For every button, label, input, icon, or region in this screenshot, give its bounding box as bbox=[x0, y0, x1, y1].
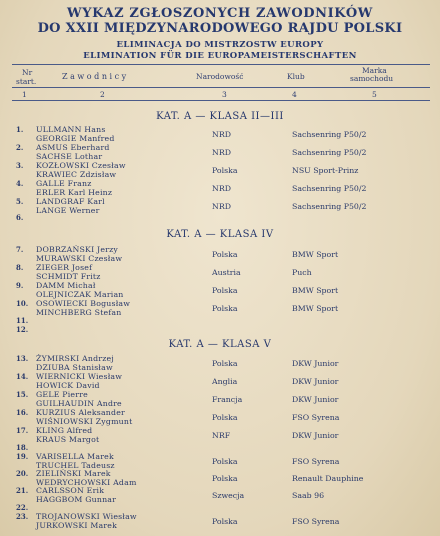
codriver-name: KRAUS Margot bbox=[36, 435, 100, 444]
nationality: Polska bbox=[212, 413, 238, 422]
car-make: FSO Syrena bbox=[292, 457, 340, 466]
driver-name: DAMM Michał bbox=[36, 281, 96, 290]
start-number: 10. bbox=[16, 299, 29, 308]
table-row bbox=[0, 179, 440, 197]
table-row bbox=[0, 469, 440, 487]
table-row bbox=[0, 486, 440, 504]
nationality: Francja bbox=[212, 395, 243, 404]
nationality: NRD bbox=[212, 130, 231, 139]
codriver-name: GEORGIE Manfred bbox=[36, 134, 115, 143]
start-number: 7. bbox=[16, 245, 24, 254]
driver-name: LANDGRAF Karl bbox=[36, 197, 105, 206]
start-number: 18. bbox=[16, 443, 29, 452]
car-make: Sachsenring P50/2 bbox=[292, 148, 367, 157]
nationality: Polska bbox=[212, 457, 238, 466]
codriver-name: GUILHAUDIN Andre bbox=[36, 399, 122, 408]
codriver-name: OLEJNICZAK Marian bbox=[36, 290, 124, 299]
nationality: Polska bbox=[212, 286, 238, 295]
car-make: Sachsenring P50/2 bbox=[292, 202, 367, 211]
car-make: DKW Junior bbox=[292, 377, 339, 386]
driver-name: DOBRZAŃSKI Jerzy bbox=[36, 245, 119, 254]
driver-name: CARLSSON Erik bbox=[36, 486, 105, 495]
codriver-name: JURKOWSKI Marek bbox=[36, 521, 118, 530]
car-make: Puch bbox=[292, 268, 312, 277]
codriver-name: TRUCHEL Tadeusz bbox=[36, 461, 115, 470]
nationality: Polska bbox=[212, 304, 238, 313]
driver-name: WIERNICKI Wiesław bbox=[36, 372, 123, 381]
codriver-name: MINCHBERG Stefan bbox=[36, 308, 122, 317]
table-row bbox=[0, 143, 440, 161]
column-header-nr: Nr bbox=[22, 68, 33, 77]
car-make: Sachsenring P50/2 bbox=[292, 184, 367, 193]
document-title-line2: DO XXII MIĘDZYNARODOWEGO RAJDU POLSKI bbox=[37, 21, 403, 36]
nationality: Polska bbox=[212, 166, 238, 175]
codriver-name: SCHMIDT Fritz bbox=[36, 272, 101, 281]
car-make: Saab 96 bbox=[292, 491, 325, 500]
driver-name: ŻYMIRSKI Andrzej bbox=[36, 354, 114, 363]
car-make: BMW Sport bbox=[292, 304, 339, 313]
car-make: DKW Junior bbox=[292, 359, 339, 368]
column-number-3: 3 bbox=[222, 90, 227, 99]
start-number: 11. bbox=[16, 316, 29, 325]
codriver-name: WEDRYCHOWSKI Adam bbox=[36, 478, 137, 487]
start-number: 22. bbox=[16, 503, 29, 512]
start-number: 23. bbox=[16, 512, 29, 521]
column-header-zawodnicy: Z a w o d n i c y bbox=[62, 72, 127, 81]
table-row bbox=[0, 408, 440, 426]
codriver-name: HOWICK David bbox=[36, 381, 100, 390]
start-number: 3. bbox=[16, 161, 24, 170]
codriver-name: HAGGBOM Gunnar bbox=[36, 495, 117, 504]
column-header-marka: Marka bbox=[362, 66, 387, 75]
nationality: Austria bbox=[212, 268, 241, 277]
nationality: Polska bbox=[212, 250, 238, 259]
start-number: 9. bbox=[16, 281, 24, 290]
header-mid-rule bbox=[12, 87, 430, 88]
section-title-klasa-4: KAT. A — KLASA IV bbox=[166, 229, 274, 240]
header-bottom-rule bbox=[12, 100, 430, 101]
table-row bbox=[0, 263, 440, 281]
document-subtitle-line1: ELIMINACJA DO MISTRZOSTW EUROPY bbox=[116, 40, 324, 50]
driver-name: OSOWIECKI Bogusław bbox=[36, 299, 131, 308]
header-top-rule bbox=[12, 64, 430, 65]
car-make: Renault Dauphine bbox=[292, 474, 364, 483]
driver-name: ZIEGER Josef bbox=[36, 263, 93, 272]
nationality: Polska bbox=[212, 517, 238, 526]
nationality: NRF bbox=[212, 431, 231, 440]
table-row bbox=[0, 372, 440, 390]
car-make: DKW Junior bbox=[292, 431, 339, 440]
table-row bbox=[0, 512, 440, 530]
start-number: 12. bbox=[16, 325, 29, 334]
nationality: Polska bbox=[212, 474, 238, 483]
table-row bbox=[0, 299, 440, 317]
driver-name: GALLE Franz bbox=[36, 179, 92, 188]
driver-name: KURZIUS Aleksander bbox=[36, 408, 125, 417]
section-title-klasa-5: KAT. A — KLASA V bbox=[168, 339, 272, 350]
column-number-5: 5 bbox=[372, 90, 377, 99]
table-row bbox=[0, 125, 440, 143]
start-number: 6. bbox=[16, 213, 24, 222]
start-number: 14. bbox=[16, 372, 29, 381]
start-number: 8. bbox=[16, 263, 24, 272]
nationality: NRD bbox=[212, 148, 231, 157]
table-row bbox=[0, 354, 440, 372]
nationality: NRD bbox=[212, 184, 231, 193]
nationality: Szwecja bbox=[212, 491, 245, 500]
column-header-start: start. bbox=[16, 77, 37, 86]
driver-name: ZIELIŃSKI Marek bbox=[36, 469, 111, 478]
start-number: 15. bbox=[16, 390, 29, 399]
codriver-name: MURAWSKI Czesław bbox=[36, 254, 123, 263]
column-number-1: 1 bbox=[22, 90, 27, 99]
start-number: 17. bbox=[16, 426, 29, 435]
codriver-name: ERLER Karl Heinz bbox=[36, 188, 113, 197]
column-header-klub: Klub bbox=[287, 72, 305, 81]
driver-name: GELE Pierre bbox=[36, 390, 88, 399]
start-number: 5. bbox=[16, 197, 24, 206]
car-make: BMW Sport bbox=[292, 286, 339, 295]
driver-name: VARISELLA Marek bbox=[36, 452, 114, 461]
car-make: FSO Syrena bbox=[292, 517, 340, 526]
section-title-klasa-2-3: KAT. A — KLASA II—III bbox=[156, 111, 284, 122]
driver-name: ASMUS Eberhard bbox=[36, 143, 110, 152]
start-number: 4. bbox=[16, 179, 24, 188]
driver-name: ULLMANN Hans bbox=[36, 125, 106, 134]
driver-name: KOZŁOWSKI Czesław bbox=[36, 161, 126, 170]
codriver-name: DZIUBA Stanisław bbox=[36, 363, 113, 372]
car-make: Sachsenring P50/2 bbox=[292, 130, 367, 139]
driver-name: TROJANOWSKI Wiesław bbox=[36, 512, 137, 521]
start-number: 20. bbox=[16, 469, 29, 478]
nationality: Polska bbox=[212, 359, 238, 368]
document-title-line1: WYKAZ ZGŁOSZONYCH ZAWODNIKÓW bbox=[67, 6, 373, 21]
nationality: NRD bbox=[212, 202, 231, 211]
column-number-2: 2 bbox=[100, 90, 105, 99]
driver-name: KLING Alfred bbox=[36, 426, 93, 435]
car-make: FSO Syrena bbox=[292, 413, 340, 422]
codriver-name: SACHSE Lothar bbox=[36, 152, 103, 161]
codriver-name: KRAWIEC Zdzisław bbox=[36, 170, 117, 179]
table-row bbox=[0, 245, 440, 263]
column-number-4: 4 bbox=[292, 90, 297, 99]
document-subtitle-line2: ELIMINATION FÜR DIE EUROPAMEISTERSCHAFTEN bbox=[83, 51, 357, 61]
table-row bbox=[0, 281, 440, 299]
car-make: DKW Junior bbox=[292, 395, 339, 404]
table-row bbox=[0, 426, 440, 444]
codriver-name: WIŚNIOWSKI Zygmunt bbox=[36, 417, 133, 426]
table-row bbox=[0, 161, 440, 179]
column-header-samochodu: samochodu bbox=[350, 74, 394, 83]
car-make: NSU Sport-Prinz bbox=[292, 166, 359, 175]
start-number: 13. bbox=[16, 354, 29, 363]
start-number: 2. bbox=[16, 143, 24, 152]
start-number: 19. bbox=[16, 452, 29, 461]
nationality: Anglia bbox=[212, 377, 238, 386]
table-row bbox=[0, 452, 440, 470]
start-number: 1. bbox=[16, 125, 24, 134]
column-header-narodowosc: Narodowość bbox=[196, 72, 244, 81]
table-row bbox=[0, 390, 440, 408]
start-number: 16. bbox=[16, 408, 29, 417]
codriver-name: LANGE Werner bbox=[36, 206, 100, 215]
car-make: BMW Sport bbox=[292, 250, 339, 259]
start-number: 21. bbox=[16, 486, 29, 495]
